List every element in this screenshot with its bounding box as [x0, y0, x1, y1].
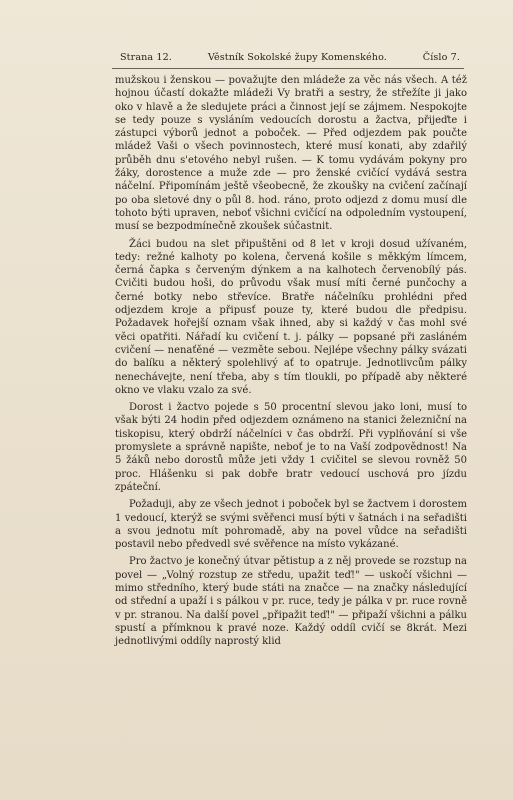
paragraph-2: Žáci budou na slet připuštěni od 8 let v kroji dosud užívaném, tedy: režné kalhoty po kolena, červená košile s měkkým límcem, černá čapka s červeným dýnkem a na kalhotech červenobílý pás. Cvičiti budou hoši, do průvodu však musí míti černé punčochy a černé botky nebo střevíce. Bratře náčelníku prohlédni před odjezdem kroje a připusť pouze ty, které budou dle předpisu. Požadavek hořejší oznam však ihned, aby si každý v čas mohl své věci opatřiti. Nářadí ku cvičení t. j. pálky — popsané při zasláném cvičení — nenaťěné — vezměte sebou. Nejlépe všechny pálky svázati do balíku a některý spolehlivý ať to opatruje. Jednotlivcům pálky nenechávejte, není třeba, aby s tím tloukli, po případě aby některé okno ve vlaku vzalo za své.	[115, 238, 467, 396]
paragraph-5: Pro žactvo je konečný útvar pětistup a z něj provede se rozstup na povel — „Volný rozstup ze středu, upažit teď!" — uskočí všichni — mimo středního, který bude státi na značce — na značky následující od střední a upaží i s pálkou v pr. ruce, tedy je pálka v pr. ruce rovně v pr. stranou. Na další povel „připažit teď!" — připaží všichni a pálku spustí a přímknou k pravé noze. Každý oddíl cvičí se 8krát. Mezi jednotlivými oddíly naprostý klid	[115, 556, 467, 648]
page-header	[120, 52, 460, 63]
issue-number: Číslo 7.	[422, 52, 460, 63]
page-number: Strana 12.	[120, 52, 172, 63]
paragraph-4: Požaduji, aby ze všech jednot i poboček byl se žactvem i dorostem 1 vedoucí, kterýž se svými svěřenci musí býti v šatnách i na seřadišti a svou jednotu mít pohromadě, aby na povel vůdce na seřadišti postavil nebo předvedl své svěřence na místo vykázané.	[115, 499, 467, 551]
paragraph-1: mužskou i ženskou — považujte den mládeže za věc nás všech. A též hojnou účastí dokažte mládeži Vy bratři a sestry, že střežíte ji jako oko v hlavě a že sledujete práci a činnost její se zájmem. Nespokojte se tedy pouze s vysláním vedoucích dorostu a žactva, přijeďte i zástupci výborů jednot a poboček. — Před odjezdem pak poučte mládež Vaši o všech povinnostech, které musí konati, aby zdařilý průběh dnu s'etového nebyl rušen. — K tomu vydávám pokyny pro žáky, dorostence a muže zde — pro ženské cvičící vydává sestra náčelní. Připomínám ještě všeobecně, že zkoušky na cvičení začínají po oba sletové dny o půl 8. hod. ráno, proto odjezd z domu musí dle tohoto býti upraven, neboť všichni cvičící na odpoledním vystoupení, musí se bezpodmínečně zkoušek súčastnit.	[115, 75, 467, 233]
header-rule	[112, 68, 464, 69]
article-body	[115, 74, 467, 648]
publication-title: Věstník Sokolské župy Komenského.	[207, 52, 387, 63]
paragraph-3: Dorost i žactvo pojede s 50 procentní slevou jako loni, musí to však býti 24 hodin před odjezdem oznámeno na stanici železniční na tiskopisu, který obdrží náčelníci v čas obdrží. Při vyplňování si vše promyslete a správně napište, neboť je to na Vaší zodpovědnost! Na 5 žáků nebo dorostů může jeti vždy 1 cvičitel se slevou rovněž 50 proc. Hlášenku si pak dobře bratr vedoucí uschová pro jízdu zpáteční.	[115, 402, 467, 493]
